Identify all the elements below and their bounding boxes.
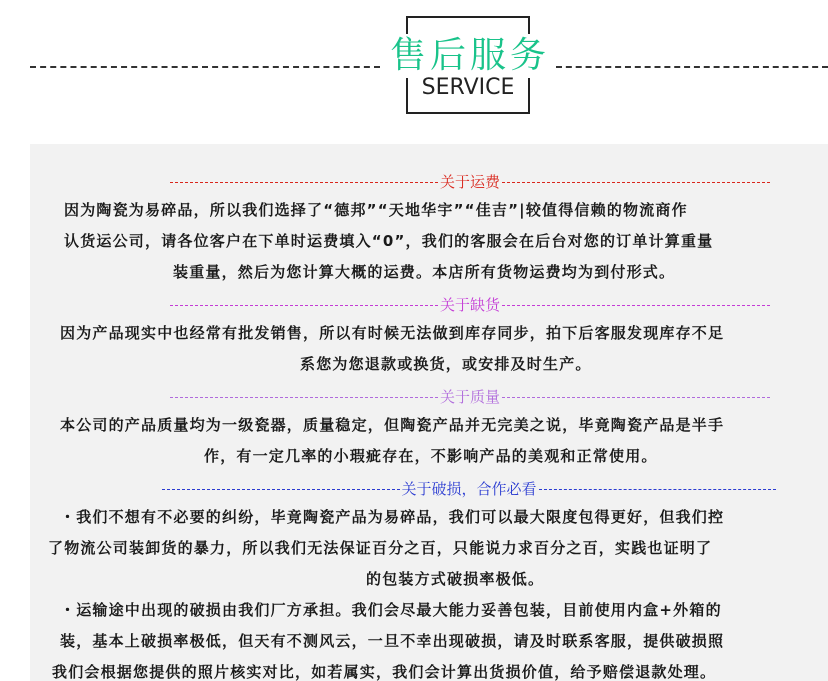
- heading-dash-left: [162, 489, 400, 490]
- section-text-damage: [30, 502, 828, 681]
- heading-dash-left: [170, 397, 438, 398]
- header-dash-line-right: [556, 66, 828, 68]
- text-line: 因为陶瓷为易碎品，所以我们选择了“德邦”“天地华宇”“佳吉”|较值得信赖的物流商作: [64, 201, 688, 219]
- text-line: 装重量，然后为您计算大概的运费。本店所有货物运费均为到付形式。: [173, 263, 676, 281]
- text-line: 因为产品现实中也经常有批发销售，所以有时候无法做到库存同步，拍下后客服发现库存不足: [60, 324, 725, 342]
- heading-dash-left: [170, 305, 438, 306]
- section-text-freight: [30, 195, 828, 288]
- heading-dash-right: [502, 305, 770, 306]
- page-subtitle: SERVICE: [421, 75, 515, 100]
- text-line: 系您为您退款或换货，或安排及时生产。: [300, 355, 592, 373]
- heading-label: 关于质量: [440, 388, 501, 406]
- text-line: 作，有一定几率的小瑕疵存在，不影响产品的美观和正常使用。: [204, 447, 658, 465]
- header-dash-line-left: [30, 66, 380, 68]
- section-text-stock: [30, 318, 828, 380]
- section-heading-freight: [170, 170, 770, 195]
- heading-label: 关于运费: [440, 173, 501, 191]
- section-heading-quality: [170, 385, 770, 410]
- section-heading-damage: [162, 477, 776, 502]
- content-inner: [30, 170, 828, 681]
- section-text-quality: [30, 410, 828, 472]
- text-line: ・运输途中出现的破损由我们厂方承担。我们会尽最大能力妥善包装，目前使用内盒+外箱的: [60, 601, 722, 619]
- text-line: 我们会根据您提供的照片核实对比，如若属实，我们会计算出货损价值，给予赔偿退款处理。: [52, 663, 717, 681]
- page-title: 售后服务: [386, 34, 554, 78]
- text-line: 本公司的产品质量均为一级瓷器，质量稳定，但陶瓷产品并无完美之说，毕竟陶瓷产品是半手: [60, 416, 725, 434]
- heading-dash-right: [539, 489, 777, 490]
- text-line: ・我们不想有不必要的纠纷，毕竟陶瓷产品为易碎品，我们可以最大限度包得更好，但我们控: [60, 508, 725, 526]
- text-line: 的包装方式破损率极低。: [366, 570, 545, 588]
- text-line: 了物流公司装卸货的暴力，所以我们无法保证百分之百，只能说力求百分之百，实践也证明了: [48, 539, 713, 557]
- section-heading-stock: [170, 293, 770, 318]
- content-panel: [30, 144, 828, 681]
- heading-label: 关于破损，合作必看: [401, 480, 537, 498]
- text-line: 认货运公司，请各位客户在下单时运费填入“0”，我们的客服会在后台对您的订单计算重量: [64, 232, 714, 250]
- heading-dash-right: [502, 397, 770, 398]
- heading-label: 关于缺货: [440, 296, 501, 314]
- text-line: 装，基本上破损率极低，但天有不测风云，一旦不幸出现破损，请及时联系客服，提供破损照: [60, 632, 725, 650]
- heading-dash-left: [170, 182, 438, 183]
- heading-dash-right: [502, 182, 770, 183]
